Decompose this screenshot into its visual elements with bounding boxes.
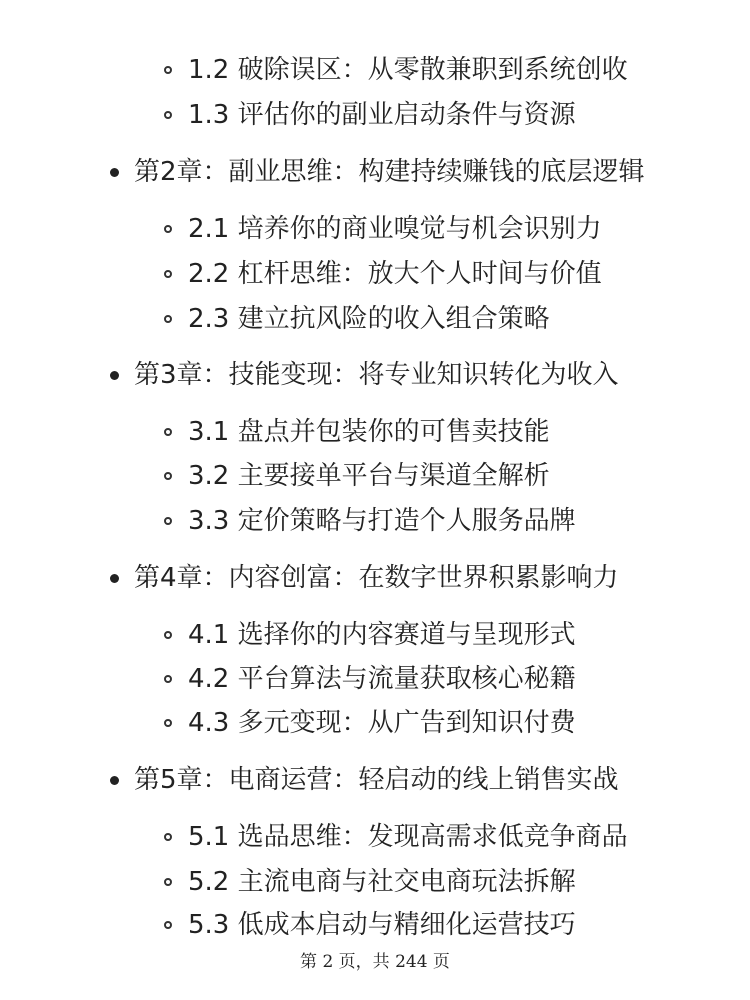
toc-entry-text: 2.2 杠杆思维：放大个人时间与价值 — [188, 259, 602, 289]
circle-bullet-icon — [164, 66, 172, 74]
toc-entry-text: 1.2 破除误区：从零散兼职到系统创收 — [188, 55, 628, 85]
circle-bullet-icon — [164, 270, 172, 278]
toc-entry-text: 4.1 选择你的内容赛道与呈现形式 — [188, 620, 576, 650]
circle-bullet-icon — [164, 833, 172, 841]
disc-bullet-icon — [110, 371, 119, 380]
circle-bullet-icon — [164, 517, 172, 525]
disc-bullet-icon — [110, 776, 119, 785]
circle-bullet-icon — [164, 315, 172, 323]
circle-bullet-icon — [164, 675, 172, 683]
circle-bullet-icon — [164, 225, 172, 233]
circle-bullet-icon — [164, 472, 172, 480]
toc-entry-text: 第5章：电商运营：轻启动的线上销售实战 — [134, 765, 619, 795]
circle-bullet-icon — [164, 111, 172, 119]
toc-entry-text: 5.3 低成本启动与精细化运营技巧 — [188, 910, 576, 940]
toc-entry-text: 第2章：副业思维：构建持续赚钱的底层逻辑 — [134, 157, 645, 187]
toc-entry-text: 5.2 主流电商与社交电商玩法拆解 — [188, 867, 576, 897]
toc-entry-text: 1.3 评估你的副业启动条件与资源 — [188, 100, 576, 130]
circle-bullet-icon — [164, 921, 172, 929]
toc-entry-text: 第4章：内容创富：在数字世界积累影响力 — [134, 563, 619, 593]
toc-entry-text: 3.1 盘点并包装你的可售卖技能 — [188, 417, 550, 447]
toc-entry-text: 3.3 定价策略与打造个人服务品牌 — [188, 506, 576, 536]
toc-entry-text: 2.3 建立抗风险的收入组合策略 — [188, 304, 550, 334]
disc-bullet-icon — [110, 574, 119, 583]
circle-bullet-icon — [164, 878, 172, 886]
circle-bullet-icon — [164, 631, 172, 639]
circle-bullet-icon — [164, 428, 172, 436]
toc-entry-text: 5.1 选品思维：发现高需求低竞争商品 — [188, 822, 628, 852]
page-number-footer: 第 2 页，共 244 页 — [300, 952, 450, 972]
toc-entry-text: 4.3 多元变现：从广告到知识付费 — [188, 708, 576, 738]
toc-entry-text: 3.2 主要接单平台与渠道全解析 — [188, 461, 550, 491]
circle-bullet-icon — [164, 719, 172, 727]
disc-bullet-icon — [110, 168, 119, 177]
toc-entry-text: 4.2 平台算法与流量获取核心秘籍 — [188, 664, 576, 694]
toc-entry-text: 2.1 培养你的商业嗅觉与机会识别力 — [188, 214, 602, 244]
toc-entry-text: 第3章：技能变现：将专业知识转化为收入 — [134, 360, 619, 390]
